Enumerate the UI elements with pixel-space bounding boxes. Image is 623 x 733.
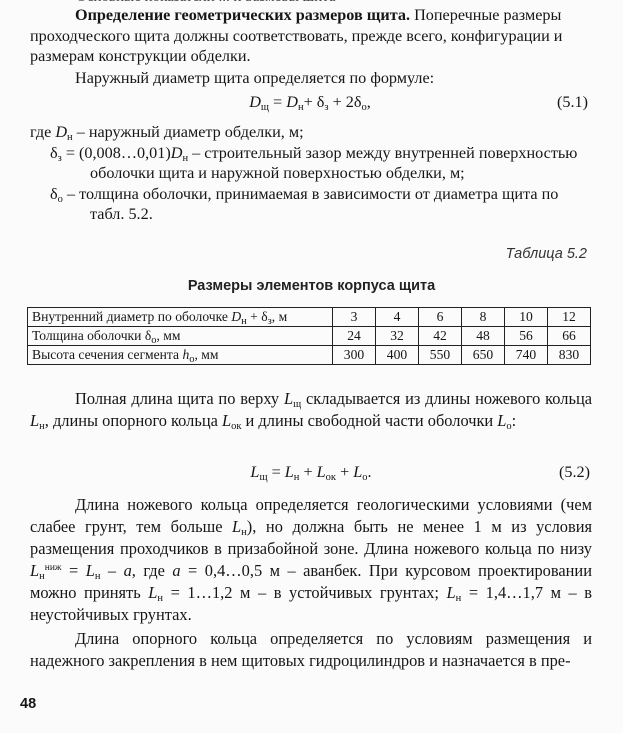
- table-cell: 66: [548, 327, 591, 346]
- section-heading: Определение геометрических размеров щита.: [75, 6, 411, 24]
- dimensions-table: [27, 307, 591, 365]
- paragraph-support-ring: Длина опорного кольца определяется по условиям размещения и надежного закрепления в нем щитовых гидроцилиндров и назначается в пре-: [30, 629, 592, 670]
- formula-5-2-expression: $L_щ = L_н + L_{ок} + L_о$.: [250, 463, 372, 483]
- table-cell: 3: [333, 308, 376, 327]
- formula-5-2-number: (5.2): [558, 463, 590, 481]
- table-cell: 400: [376, 346, 419, 365]
- table-row: [28, 308, 591, 327]
- table-cell: 24: [333, 327, 376, 346]
- row-label-shell-thickness: Толщина оболочки $\delta_о$, мм: [28, 327, 333, 346]
- row-label-inner-diameter: Внутренний диаметр по оболочке $D_н + \delta_з$, м: [28, 308, 333, 327]
- table-cell: 6: [419, 308, 462, 327]
- table-cell: 550: [419, 346, 462, 365]
- table-cell: 32: [376, 327, 419, 346]
- paragraph-knife-ring: Длина ножевого кольца определяется геологическими условиями (чем слабее грунт, тем больше $L_н$), но должна быть не менее 1 м из условия размещения проходчиков в призабойной зоне. Длина ножевого кольца по низу $L_н^{ниж} = L_н - a$, где a = 0,4…0,5 м – аванбек. При курсовом проектировании можно принять $L_н$ = 1…1,2 м – в устойчивых грунтах; $L_н$ = 1,4…1,7 м – в неустойчивых грунтах.: [30, 495, 592, 624]
- table-cell: 12: [548, 308, 591, 327]
- table-cell: 650: [462, 346, 505, 365]
- row-label-segment-height: Высота сечения сегмента $h_о$, мм: [28, 346, 333, 365]
- table-cell: 4: [376, 308, 419, 327]
- section-intro: [30, 5, 590, 88]
- formula-5-1: [30, 92, 590, 114]
- definition-delta-z: $\delta_з$ = $(0,008\dots 0,01)D_н$ – строительный зазор между внутренней поверхностью оболочки щита и наружной поверхностью обделки, м;: [50, 143, 578, 183]
- table-row: [28, 346, 591, 365]
- formula-5-1-expression: $D_щ = D_н+ \delta_з + 2\delta_о$,: [249, 93, 371, 113]
- paragraph-full-length: Полная длина щита по верху $L_щ$ складывается из длины ножевого кольца $L_н$, длины опорного кольца $L_{ок}$ и длины свободной части оболочки $L_о$:: [30, 389, 592, 432]
- definition-dn: где $D_н$ – наружный диаметр обделки, м;: [30, 123, 304, 143]
- table-cell: 56: [505, 327, 548, 346]
- table-row: [28, 327, 591, 346]
- table-cell: 10: [505, 308, 548, 327]
- table-cell: 42: [419, 327, 462, 346]
- definition-delta-o: $\delta_о$ – толщина оболочки, принимаемая в зависимости от диаметра щита по табл. 5.2.: [50, 184, 559, 224]
- section-intro-text: Поперечные размеры проходческого щита должны соответствовать, прежде всего, конфигурации и размерам конструкции обделки.: [30, 6, 563, 66]
- cut-off-top-line: [76, 0, 596, 1]
- table-cell: 48: [462, 327, 505, 346]
- formula-intro: Наружный диаметр щита определяется по формуле:: [75, 68, 435, 87]
- formula-definitions: [30, 122, 590, 225]
- table-cell: 300: [333, 346, 376, 365]
- page-number: 48: [20, 696, 37, 712]
- table-cell: 740: [505, 346, 548, 365]
- formula-5-2: [30, 462, 592, 484]
- table-cell: 830: [548, 346, 591, 365]
- formula-5-1-number: (5.1): [556, 93, 588, 111]
- table-title: Размеры элементов корпуса щита: [187, 278, 436, 294]
- table-number: Таблица 5.2: [505, 246, 587, 262]
- table-cell: 8: [462, 308, 505, 327]
